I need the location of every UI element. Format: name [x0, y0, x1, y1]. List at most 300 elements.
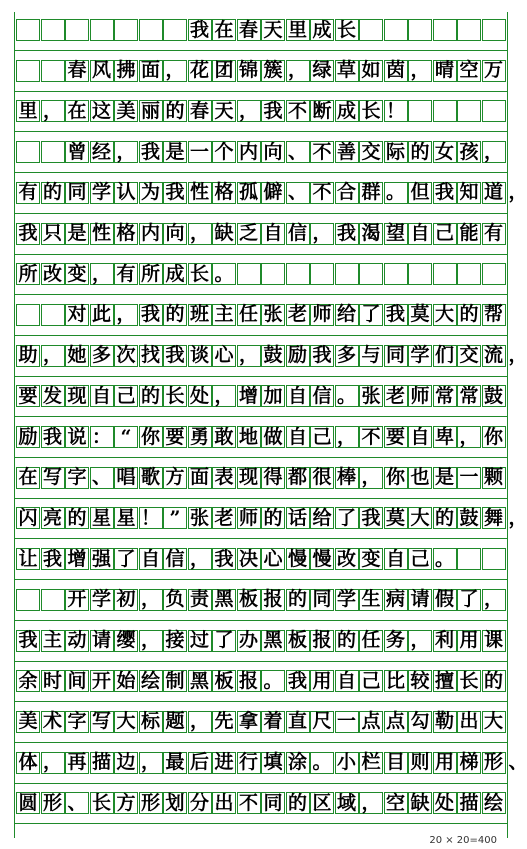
grid-cell: 描 — [457, 792, 481, 814]
grid-cell: 草 — [335, 60, 359, 82]
grid-cell: 后 — [188, 752, 212, 774]
grid-cell: 。 — [212, 263, 236, 285]
grid-cell: 了 — [335, 507, 359, 529]
row-separator — [14, 538, 508, 539]
grid-cell: 自 — [384, 548, 408, 570]
grid-cell: 说 — [65, 426, 89, 448]
grid-cell: 梯 — [457, 752, 481, 774]
grid-cell: 如 — [359, 60, 383, 82]
grid-cell — [41, 304, 65, 326]
grid-cell: 我 — [139, 304, 163, 326]
grid-cell: 向 — [163, 223, 187, 245]
grid-cell: 、 — [65, 792, 89, 814]
grid-cell: 莫 — [384, 507, 408, 529]
grid-cell: 的 — [408, 141, 432, 163]
grid-cell: 自 — [261, 223, 285, 245]
grid-cell: 务 — [384, 630, 408, 652]
grid-cell: 形 — [482, 752, 506, 774]
grid-cell: 间 — [65, 670, 89, 692]
grid-cell: 标 — [139, 711, 163, 733]
grid-cell — [163, 19, 187, 41]
grid-cell: ： — [90, 426, 114, 448]
grid-cell: 黑 — [188, 670, 212, 692]
grid-cell: 与 — [359, 345, 383, 367]
grid-cell: 比 — [384, 670, 408, 692]
row-separator — [14, 661, 508, 662]
grid-cell: 美 — [16, 711, 40, 733]
grid-cell: 风 — [90, 60, 114, 82]
grid-cell: 你 — [139, 426, 163, 448]
grid-cell — [16, 589, 40, 611]
grid-cell: 板 — [286, 630, 310, 652]
row-separator — [14, 701, 508, 702]
grid-cell: 点 — [384, 711, 408, 733]
grid-cell: 出 — [457, 711, 481, 733]
grid-cell: ， — [408, 630, 432, 652]
grid-cell: 负 — [163, 589, 187, 611]
grid-cell: 要 — [384, 426, 408, 448]
grid-cell: 我 — [286, 670, 310, 692]
grid-cell: 域 — [335, 792, 359, 814]
grid-cell: 了 — [457, 589, 481, 611]
grid-cell: ， — [508, 181, 527, 204]
row-separator — [14, 294, 508, 295]
grid-cell: 方 — [114, 792, 138, 814]
grid-cell: 最 — [163, 752, 187, 774]
grid-cell: 张 — [359, 385, 383, 407]
grid-cell — [114, 19, 138, 41]
grid-cell: 格 — [212, 182, 236, 204]
grid-cell: 谈 — [188, 345, 212, 367]
grid-cell: 茵 — [384, 60, 408, 82]
grid-cell: 的 — [433, 507, 457, 529]
grid-cell: ！ — [384, 100, 408, 122]
grid-cell — [482, 548, 506, 570]
grid-cell: 自 — [90, 385, 114, 407]
grid-cell — [310, 263, 334, 285]
grid-cell: ， — [188, 711, 212, 733]
grid-cell: 们 — [433, 345, 457, 367]
grid-cell: 帮 — [482, 304, 506, 326]
grid-cell: ， — [237, 345, 261, 367]
grid-cell: 师 — [408, 385, 432, 407]
grid-cell: 春 — [237, 19, 261, 41]
grid-cell: 同 — [65, 182, 89, 204]
grid-cell: 、 — [508, 751, 527, 774]
grid-cell: 乏 — [237, 223, 261, 245]
grid-cell: 晴 — [433, 60, 457, 82]
grid-cell: 在 — [65, 100, 89, 122]
grid-cell: 这 — [90, 100, 114, 122]
grid-cell: ， — [310, 223, 334, 245]
grid-cell: ， — [139, 630, 163, 652]
grid-cell: 缨 — [114, 630, 138, 652]
grid-cell: 星 — [114, 507, 138, 529]
grid-cell: 字 — [65, 467, 89, 489]
grid-cell: 我 — [384, 304, 408, 326]
grid-cell: 天 — [261, 19, 285, 41]
grid-cell: 长 — [335, 19, 359, 41]
grid-cell: 给 — [335, 304, 359, 326]
grid-cell: 老 — [212, 507, 236, 529]
grid-cell: 空 — [457, 60, 481, 82]
grid-cell: 孩 — [457, 141, 481, 163]
row-separator — [14, 254, 508, 255]
grid-cell: 绘 — [482, 792, 506, 814]
grid-cell: 里 — [16, 100, 40, 122]
grid-cell: 行 — [237, 752, 261, 774]
grid-cell: 缺 — [212, 223, 236, 245]
grid-cell: 慢 — [286, 548, 310, 570]
grid-cell: ， — [482, 589, 506, 611]
grid-cell: 、 — [90, 467, 114, 489]
grid-cell — [90, 19, 114, 41]
grid-cell: 较 — [408, 670, 432, 692]
grid-cell: 唱 — [114, 467, 138, 489]
grid-cell: 她 — [65, 345, 89, 367]
grid-cell: 望 — [384, 223, 408, 245]
grid-cell: ， — [408, 60, 432, 82]
grid-cell: 假 — [433, 589, 457, 611]
grid-cell: 绘 — [139, 670, 163, 692]
grid-cell: 加 — [261, 385, 285, 407]
grid-cell — [139, 19, 163, 41]
grid-cell: 现 — [237, 467, 261, 489]
row-separator — [14, 131, 508, 132]
grid-cell: 我 — [188, 19, 212, 41]
grid-cell — [457, 100, 481, 122]
grid-cell: 颗 — [482, 467, 506, 489]
grid-cell: 春 — [65, 60, 89, 82]
grid-cell: 为 — [139, 182, 163, 204]
row-separator — [14, 620, 508, 621]
grid-cell: 张 — [261, 304, 285, 326]
grid-cell: 则 — [408, 752, 432, 774]
grid-cell: 不 — [359, 426, 383, 448]
grid-cell: 交 — [359, 141, 383, 163]
grid-cell: 断 — [310, 100, 334, 122]
grid-cell: 写 — [41, 467, 65, 489]
grid-cell: 美 — [114, 100, 138, 122]
grid-cell: 形 — [139, 792, 163, 814]
grid-cell: 信 — [163, 548, 187, 570]
grid-cell: 题 — [163, 711, 187, 733]
grid-cell: 内 — [237, 141, 261, 163]
grid-cell — [237, 263, 261, 285]
grid-cell: 分 — [188, 792, 212, 814]
grid-cell: 让 — [16, 548, 40, 570]
grid-cell: 成 — [310, 19, 334, 41]
grid-cell: 涂 — [286, 752, 310, 774]
grid-cell: 术 — [41, 711, 65, 733]
grid-cell: 主 — [212, 304, 236, 326]
grid-cell: 一 — [188, 141, 212, 163]
grid-cell: 长 — [359, 100, 383, 122]
grid-cell: 是 — [65, 223, 89, 245]
grid-cell: 有 — [482, 223, 506, 245]
grid-cell: 一 — [335, 711, 359, 733]
grid-cell: 开 — [65, 589, 89, 611]
grid-cell: 群 — [359, 182, 383, 204]
grid-cell: 的 — [65, 507, 89, 529]
grid-cell: 经 — [90, 141, 114, 163]
grid-cell: 敢 — [212, 426, 236, 448]
grid-cell: 字 — [65, 711, 89, 733]
grid-cell: 里 — [286, 19, 310, 41]
grid-cell: 僻 — [261, 182, 285, 204]
grid-cell: 了 — [359, 304, 383, 326]
grid-cell: 圆 — [16, 792, 40, 814]
grid-cell: 我 — [310, 345, 334, 367]
grid-cell: 善 — [335, 141, 359, 163]
grid-cell: ， — [457, 426, 481, 448]
grid-cell: 所 — [139, 263, 163, 285]
grid-cell — [16, 19, 40, 41]
grid-cell: 性 — [90, 223, 114, 245]
grid-cell: 发 — [41, 385, 65, 407]
grid-cell: 曾 — [65, 141, 89, 163]
grid-cell: 边 — [114, 752, 138, 774]
grid-cell: 的 — [163, 100, 187, 122]
grid-cell: 己 — [114, 385, 138, 407]
grid-cell — [261, 263, 285, 285]
grid-cell: 、 — [286, 182, 310, 204]
grid-cell — [41, 589, 65, 611]
grid-cell: 增 — [65, 548, 89, 570]
grid-cell: 拂 — [114, 60, 138, 82]
grid-cell: 有 — [16, 182, 40, 204]
grid-cell: 学 — [90, 589, 114, 611]
grid-size-label: 20 × 20=400 — [429, 835, 497, 846]
grid-cell: ， — [359, 467, 383, 489]
grid-cell: 报 — [237, 670, 261, 692]
grid-cell: 是 — [433, 467, 457, 489]
grid-cell: 都 — [286, 467, 310, 489]
grid-cell: 先 — [212, 711, 236, 733]
row-separator — [14, 335, 508, 336]
grid-cell: 我 — [163, 182, 187, 204]
grid-cell: 。 — [384, 182, 408, 204]
grid-cell: ， — [139, 752, 163, 774]
grid-cell: 直 — [286, 711, 310, 733]
grid-cell: 请 — [90, 630, 114, 652]
grid-cell: 我 — [163, 345, 187, 367]
grid-cell: 变 — [65, 263, 89, 285]
grid-cell: 再 — [65, 752, 89, 774]
grid-cell: 的 — [482, 670, 506, 692]
grid-cell — [433, 263, 457, 285]
grid-cell: 个 — [212, 141, 236, 163]
grid-cell: 多 — [335, 345, 359, 367]
grid-cell — [16, 141, 40, 163]
grid-cell: ， — [188, 223, 212, 245]
paper-right-edge — [507, 12, 508, 838]
grid-cell: 成 — [163, 263, 187, 285]
grid-cell — [335, 263, 359, 285]
grid-cell: 花 — [188, 60, 212, 82]
grid-cell: 我 — [41, 548, 65, 570]
grid-cell: ， — [114, 141, 138, 163]
grid-cell: 天 — [212, 100, 236, 122]
paper-left-edge — [14, 12, 15, 838]
grid-cell: 的 — [163, 304, 187, 326]
grid-cell: 利 — [433, 630, 457, 652]
grid-cell: 强 — [90, 548, 114, 570]
grid-cell: 我 — [335, 223, 359, 245]
grid-cell: 黑 — [261, 630, 285, 652]
grid-cell: 团 — [212, 60, 236, 82]
grid-cell: 的 — [286, 792, 310, 814]
grid-cell: 常 — [457, 385, 481, 407]
grid-cell: 我 — [41, 426, 65, 448]
grid-cell: 师 — [237, 507, 261, 529]
grid-cell — [41, 60, 65, 82]
grid-cell: 处 — [433, 792, 457, 814]
grid-cell: 学 — [90, 182, 114, 204]
grid-cell: 孤 — [237, 182, 261, 204]
grid-cell: 的 — [261, 507, 285, 529]
grid-cell: 棒 — [335, 467, 359, 489]
row-separator — [14, 783, 508, 784]
grid-cell: 擅 — [433, 670, 457, 692]
grid-cell: 我 — [139, 141, 163, 163]
grid-cell: 我 — [16, 223, 40, 245]
grid-cell — [408, 19, 432, 41]
grid-cell: 面 — [139, 60, 163, 82]
grid-cell: 的 — [457, 304, 481, 326]
grid-cell: 不 — [310, 141, 334, 163]
grid-cell: 改 — [335, 548, 359, 570]
row-separator — [14, 172, 508, 173]
grid-cell — [482, 19, 506, 41]
grid-cell: 合 — [335, 182, 359, 204]
grid-cell: 格 — [114, 223, 138, 245]
grid-cell: 。 — [433, 548, 457, 570]
grid-cell: 用 — [433, 752, 457, 774]
grid-cell: 励 — [16, 426, 40, 448]
grid-cell: 小 — [335, 752, 359, 774]
grid-cell: 板 — [237, 589, 261, 611]
grid-cell — [433, 100, 457, 122]
grid-cell — [65, 19, 89, 41]
grid-cell — [482, 100, 506, 122]
grid-cell: ” — [163, 507, 187, 529]
grid-cell: 自 — [335, 670, 359, 692]
grid-cell: 际 — [384, 141, 408, 163]
grid-cell: 任 — [237, 304, 261, 326]
grid-cell: 黑 — [212, 589, 236, 611]
grid-cell: 不 — [286, 100, 310, 122]
grid-cell: 请 — [408, 589, 432, 611]
row-separator — [14, 91, 508, 92]
grid-cell: 慢 — [310, 548, 334, 570]
grid-cell: 信 — [310, 385, 334, 407]
grid-cell: ， — [114, 304, 138, 326]
grid-cell: 写 — [90, 711, 114, 733]
grid-cell — [408, 263, 432, 285]
grid-cell: 卑 — [433, 426, 457, 448]
grid-cell: 锦 — [237, 60, 261, 82]
grid-cell: ， — [482, 141, 506, 163]
grid-cell: 心 — [212, 345, 236, 367]
grid-cell: 勇 — [188, 426, 212, 448]
grid-cell: 动 — [65, 630, 89, 652]
grid-cell: 班 — [188, 304, 212, 326]
grid-cell: 自 — [408, 223, 432, 245]
grid-cell: 得 — [261, 467, 285, 489]
grid-cell: ， — [286, 60, 310, 82]
grid-cell: 形 — [41, 792, 65, 814]
grid-cell: 但 — [408, 182, 432, 204]
grid-cell: 、 — [286, 141, 310, 163]
row-separator — [14, 50, 508, 51]
grid-cell: “ — [114, 426, 138, 448]
grid-cell: ， — [41, 752, 65, 774]
grid-cell: 用 — [457, 630, 481, 652]
grid-cell: ！ — [139, 507, 163, 529]
grid-cell: 此 — [90, 304, 114, 326]
row-separator — [14, 376, 508, 377]
grid-cell: 学 — [335, 589, 359, 611]
grid-cell: 空 — [384, 792, 408, 814]
grid-cell: 鼓 — [261, 345, 285, 367]
grid-cell: 我 — [261, 100, 285, 122]
grid-cell: 你 — [384, 467, 408, 489]
grid-cell: 闪 — [16, 507, 40, 529]
grid-cell: 目 — [384, 752, 408, 774]
grid-cell: 主 — [41, 630, 65, 652]
grid-cell: 余 — [16, 670, 40, 692]
row-separator — [14, 213, 508, 214]
grid-cell — [457, 548, 481, 570]
grid-cell: 星 — [90, 507, 114, 529]
grid-cell — [457, 19, 481, 41]
grid-cell: 面 — [188, 467, 212, 489]
grid-cell: 莫 — [408, 304, 432, 326]
grid-cell: 的 — [41, 182, 65, 204]
grid-cell: ， — [41, 100, 65, 122]
grid-cell — [384, 19, 408, 41]
grid-cell: 初 — [114, 589, 138, 611]
grid-cell: 很 — [310, 467, 334, 489]
grid-cell: 师 — [310, 304, 334, 326]
grid-cell: 舞 — [482, 507, 506, 529]
grid-cell: 接 — [163, 630, 187, 652]
row-separator — [14, 416, 508, 417]
grid-cell: 着 — [261, 711, 285, 733]
grid-cell: 成 — [335, 100, 359, 122]
grid-cell: 万 — [482, 60, 506, 82]
grid-cell: 找 — [139, 345, 163, 367]
grid-cell: 报 — [310, 630, 334, 652]
grid-cell: 在 — [16, 467, 40, 489]
grid-cell: 不 — [237, 792, 261, 814]
grid-cell — [359, 19, 383, 41]
grid-cell: 同 — [310, 589, 334, 611]
grid-cell: 自 — [139, 548, 163, 570]
grid-cell: 己 — [408, 548, 432, 570]
row-separator — [14, 742, 508, 743]
grid-cell: 体 — [16, 752, 40, 774]
grid-cell: 自 — [408, 426, 432, 448]
grid-cell: ， — [163, 60, 187, 82]
grid-cell: 描 — [90, 752, 114, 774]
grid-cell: 内 — [139, 223, 163, 245]
grid-cell: 变 — [359, 548, 383, 570]
grid-cell: 开 — [90, 670, 114, 692]
grid-cell: ， — [508, 344, 527, 367]
grid-cell: 大 — [408, 507, 432, 529]
